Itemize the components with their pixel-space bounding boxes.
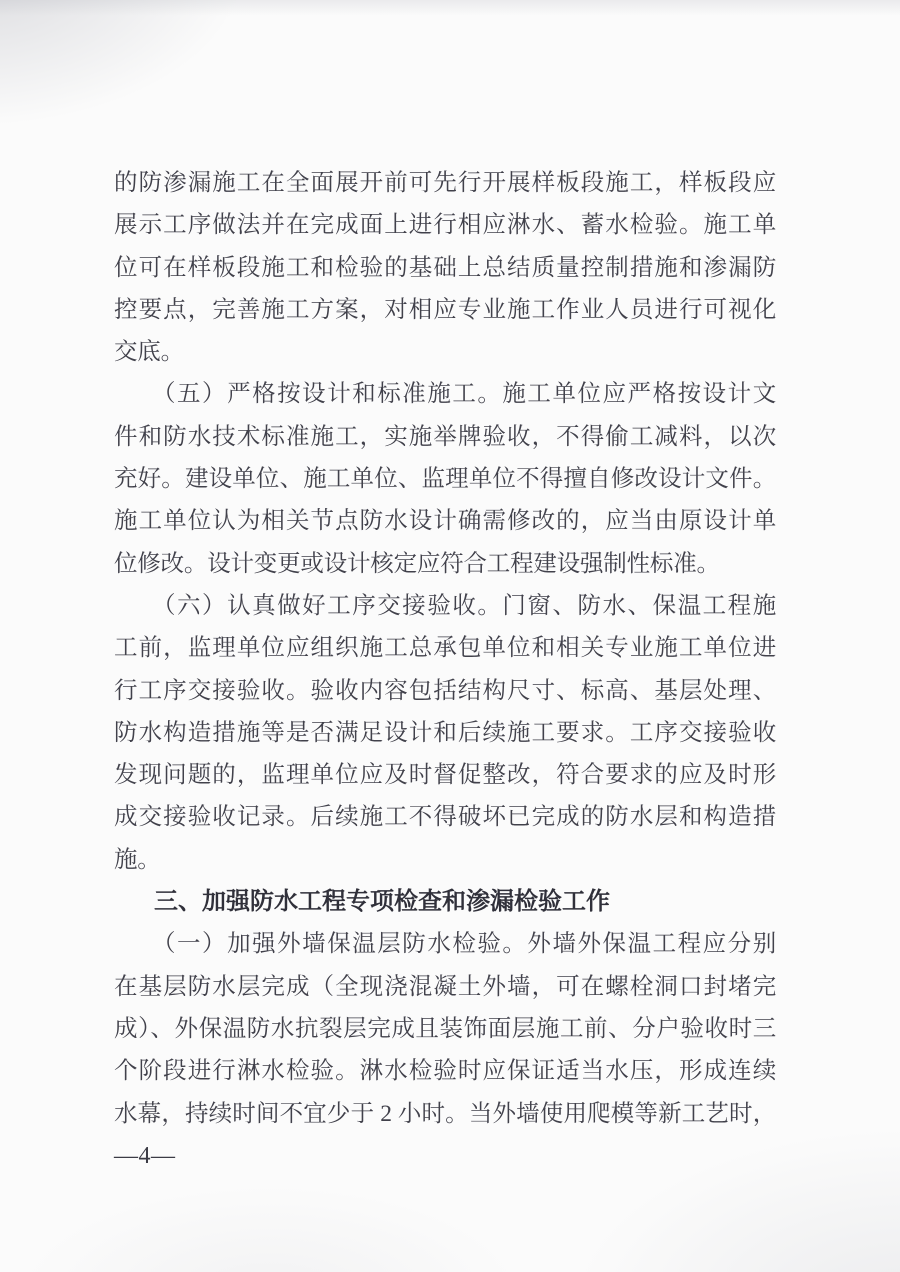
document-line: （六）认真做好工序交接验收。门窗、防水、保温工程施 bbox=[152, 592, 776, 619]
document-line: 在基层防水层完成（全现浇混凝土外墙，可在螺栓洞口封堵完 bbox=[114, 973, 776, 1000]
page-number: —4— bbox=[114, 1142, 176, 1169]
document-line: 施。 bbox=[114, 846, 161, 873]
section-heading: 三、加强防水工程专项检查和渗漏检验工作 bbox=[154, 888, 610, 916]
document-line: 个阶段进行淋水检验。淋水检验时应保证适当水压，形成连续 bbox=[114, 1058, 776, 1085]
document-line: 成交接验收记录。后续施工不得破坏已完成的防水层和构造措 bbox=[114, 804, 776, 831]
document-line: 位可在样板段施工和检验的基础上总结质量控制措施和渗漏防 bbox=[114, 254, 776, 281]
document-line: 控要点，完善施工方案，对相应专业施工作业人员进行可视化 bbox=[114, 296, 776, 323]
document-line: （一）加强外墙保温层防水检验。外墙外保温工程应分别 bbox=[152, 931, 776, 958]
document-line: 工前，监理单位应组织施工总承包单位和相关专业施工单位进 bbox=[114, 635, 776, 662]
document-line: 施工单位认为相关节点防水设计确需修改的，应当由原设计单 bbox=[114, 508, 776, 535]
document-line: 水幕，持续时间不宜少于 2 小时。当外墙使用爬模等新工艺时， bbox=[114, 1100, 776, 1127]
document-line: 展示工序做法并在完成面上进行相应淋水、蓄水检验。施工单 bbox=[114, 212, 776, 239]
document-line: 的防渗漏施工在全面展开前可先行开展样板段施工，样板段应 bbox=[114, 170, 776, 196]
document-line: 发现问题的，监理单位应及时督促整改，符合要求的应及时形 bbox=[114, 762, 776, 789]
document-line: 成）、外保温防水抗裂层完成且装饰面层施工前、分户验收时三 bbox=[114, 1015, 776, 1042]
document-line: （五）严格按设计和标准施工。施工单位应严格按设计文 bbox=[152, 381, 776, 408]
document-line: 交底。 bbox=[114, 339, 184, 366]
document-line: 位修改。设计变更或设计核定应符合工程建设强制性标准。 bbox=[114, 550, 720, 577]
document-line: 防水构造措施等是否满足设计和后续施工要求。工序交接验收 bbox=[114, 719, 776, 746]
document-line: 充好。建设单位、施工单位、监理单位不得擅自修改设计文件。 bbox=[114, 466, 776, 493]
document-line: 件和防水技术标准施工，实施举牌验收，不得偷工减料，以次 bbox=[114, 423, 776, 450]
document-body bbox=[114, 162, 776, 1177]
document-line: 行工序交接验收。验收内容包括结构尺寸、标高、基层处理、 bbox=[114, 677, 776, 704]
